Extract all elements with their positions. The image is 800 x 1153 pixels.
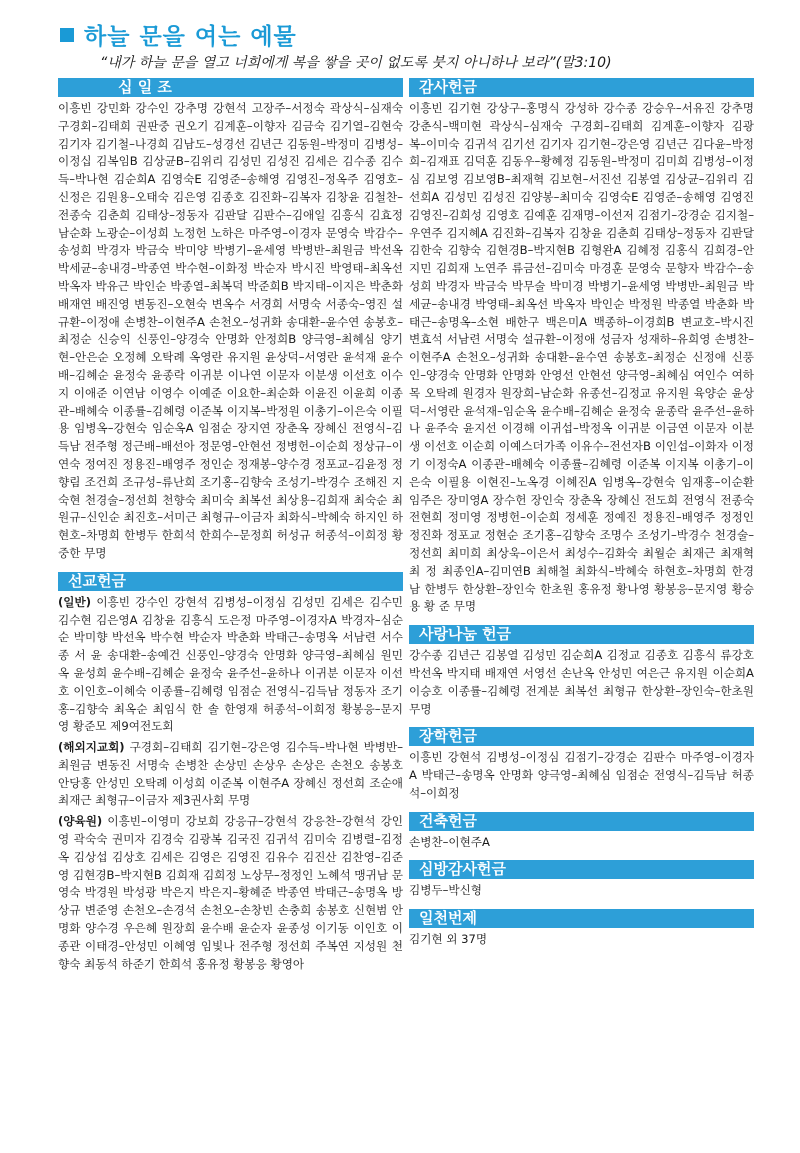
section-heading-mission: 선교헌금 xyxy=(58,572,403,591)
mission-orphanage-list xyxy=(58,813,403,973)
right-column xyxy=(409,78,754,949)
group-label-general: (일반) xyxy=(58,594,91,609)
thanks-donor-list: 이흥빈 김기현 강상구–홍명식 강성하 강수종 강승우–서유진 강추명 강춘식–백미현 곽상식–심재숙 구경회–김태희 김계훈–이향자 김광복–이미숙 김귀석 김기선 김기자 김기현–강은영 김년근 김다윤–박정희–김재표 김덕훈 김동우–황혜정 김동원–박정미 김미희 김병성–이정심 김보영 김보영B–최재혁 김보현–서진선 김봉열 김상균–김위리 김선희A 김성민 김성진 김양봉–최미숙 김영숙E 김영준–송해영 김영진 김영진–김희성 김영호 김예훈 김재명–이선저 김점기–강경순 김지철–우연주 김지혜A 김진화–김복자 김창윤 김춘희 김태상–정동자 김판달 김한숙 김향숙 김현경B–박지현B 김형완A 김혜정 김홍식 김희경–안지민 김희재 노연주 류금선–김미숙 마경훈 문영숙 문향자 박감수–송성희 박경자 박금숙 박무술 박미경 박병기–윤세영 박병반–최원금 박세균–송내경 박영태–최옥선 박옥자 박인순 박정원 박종열 박춘화 박태근–송명옥–소현 배한구 백은미A 백종하–이경희B 변교호–박시진 변효석 서남련 서명숙 설규환–이정애 성금자 성재하–유희영 손병찬–이현주A 손천오–성귀화 송대환–윤수연 송봉호–최정순 신정애 신풍인–양경숙 안명화 안명화 안영선 안현선 양극영–최혜심 여인수 여하목 오탁례 원경자 원장희–남순화 유종선–김정교 유지원 육양순 윤상덕–서영란 윤석재–임순옥 윤수배–김혜순 윤정숙 윤종락 윤주선–윤하나 윤주숙 윤지선 이경해 이귀섭–박정옥 이귀분 이금연 이문자 이분생 이선호 이순희 이예스더가족 이유수–전선자B 이인섭–이화자 이정기 이정숙A 이종관–배혜숙 이종률–김혜령 이준복 이지복 이총기–이은숙 이필용 이현진–노옥경 이혜진A 임병옥–강현숙 임재홍–이순환 임주은 장미영A 장수헌 장인숙 장춘옥 장혜신 전도희 전영식 전종숙 전현희 정미영 정병헌–이순희 정세훈 정예진 정용진–배영주 정정인 정진화 정포교 정현순 조기홍–김향숙 조명수 조성기–박경수 천경술–정선희 최미희 최상욱–이은서 최성수–김화숙 최월순 최재근 최재혁 최 정 최종인A–김미연B 최해철 최화식–박혜숙 하현호–차명희 한경남 한병두 한상환–장인숙 한초원 홍유정 황나영 황봉응–문지영 황승용 황 준 무명 xyxy=(409,101,754,614)
section-heading-sharing: 사랑나눔 헌금 xyxy=(409,625,754,644)
visitation-donor-list: 김병두–박신형 xyxy=(409,883,482,898)
section-heading-thousand: 일천번제 xyxy=(409,909,754,928)
thousand-donor-list: 김기현 외 37명 xyxy=(409,932,488,947)
mission-orphanage-names: 이흥빈–이영미 강보희 강응규–강현석 강응찬–강현석 강인영 곽숙숙 권미자 김경숙 김광복 김국진 김귀석 김미숙 김병렬–김정옥 김상섭 김상호 김세은 김영은 김영진 김유수 김진산 김찬영–김준영 김현경B–박지현B 김희재 김희정 노상무–정정인 노혜석 맹귀남 문영숙 박경원 박성광 박은지 박은지–황혜준 박종연 박태근–송명옥 방상규 변준영 손천오–손경석 손천오–손창빈 손충희 송봉호 신현범 안명화 양수경 우은혜 원장희 윤수배 윤순자 윤종성 이기동 이인호 이종관 이태경–안성민 이혜영 임빛나 전주형 정선희 주복연 지성원 천향숙 최동석 하준기 한희석 홍유정 황봉응 황영아 xyxy=(58,814,403,971)
section-heading-visitation: 심방감사헌금 xyxy=(409,860,754,879)
scholarship-donor-list: 이흥빈 강현석 김병성–이정심 김점기–강경순 김판수 마주영–이경자A 박태근–송명옥 안명화 양극영–최혜심 임점순 전영식–김득남 허종석–이희정 xyxy=(409,750,754,800)
section-heading-scholarship: 장학헌금 xyxy=(409,727,754,746)
mission-general-names: 이흥빈 강수인 강현석 김병성–이정심 김성민 김세은 김수민 김수현 김은영A 김창윤 김흥식 도은정 마주영–이경자A 박경자–심순순 박미향 박선옥 박수현 박순자 박춘화 박태근–송명옥 서남련 서수종 서 윤 송대환–송예건 신풍인–양경숙 안명화 양극영–최혜심 원민옥 윤성희 윤수배–김혜순 윤정숙 윤주선–윤하나 이귀분 이문자 이선호 이인호–이혜숙 이종률–김혜령 임점순 전영식–김득남 정동자 조기홍–김향숙 최옥순 최임식 한 솔 한영재 허종석–이희정 황봉응–문지영 황준모 제9여전도회 xyxy=(58,594,403,734)
page-header xyxy=(60,18,297,51)
group-label-orphanage: (양육원) xyxy=(58,814,103,829)
mission-general-list xyxy=(58,594,403,736)
section-heading-building: 건축헌금 xyxy=(409,812,754,831)
tithe-donor-list: 이흥빈 강민화 강수인 강추명 강현석 고장주–서정숙 곽상식–심재숙 구경회–김태희 권판중 권오기 김계훈–이향자 김금숙 김기열–김현숙 김기자 김기철–나경희 김남도–성경선 김년근 김동원–박정미 김병성–이정십 김복임B 김상균B–김위리 김성민 김성진 김세은 김수종 김수득–박나현 김순희A 김영숙E 김영준–송해영 김영진–정옥주 김영호–신정은 김원용–오태숙 김은영 김종호 김진화–김복자 김창윤 김철찬–전종숙 김춘희 김태상–정동자 김판달 김판수–김애일 김흥식 김효정 남순화 노광순–이성희 노정헌 노하은 마주영–이경자 문영숙 박감수–송성희 박경자 박금숙 박미양 박병기–윤세영 박병반–최원금 박선옥 박세균–송내경–박종연 박수현–이화정 박순자 박시진 박영태–최옥선 박옥자 박유근 박인순 박종열–최복덕 박준희B 박지태–이지은 박춘화 배재연 배진영 변동진–오현숙 변옥수 서경희 서명숙 서종숙–영진 설규환–이정애 손병찬–이현주A 손천오–성귀화 송대환–윤수연 송봉호–최정순 신승익 신풍인–양경숙 안명화 안정희B 양극영–최혜심 양기현–안은순 오정혜 오탁례 옥영란 유지원 윤상덕–서영란 윤석재 윤수배–김혜순 윤정숙 윤종락 이귀분 이나연 이문자 이분생 이선호 이수지 이애준 이연남 이영수 이예준 이요한–최순화 이윤진 이윤희 이종관–배혜숙 이종률–김혜령 이준복 이지복–박정원 이총기–이은숙 이필용 임병옥–강현숙 임순옥A 임점순 장지연 장춘옥 장혜신 전영식–김득남 전주형 정근배–배선아 정문영–안현선 정병헌–이순희 정상규–이연숙 정여진 정용진–배영주 정인순 정재봉–양수경 정포교–김윤정 정향림 조건희 조규성–류난희 조기홍–김향숙 조성기–박경수 조해진 지숙현 천경술–정선희 천향숙 최미숙 최복선 최상용–김희재 최숙순 최원규–신인순 최진호–서미근 최형규–이금자 최화식–박혜숙 하지인 하현호–차명희 한병두 한희석 한희수–문정희 허성규 허종석–이희정 황중한 무명 xyxy=(58,101,403,560)
mission-overseas-names: 구경회–김태희 김기현–강은영 김수득–박나현 박병반–최원금 변동진 서명숙 손병찬 손상민 손상우 손상은 손천오 송봉호 안당홍 안성민 오탁례 이성희 이준복 이현주A 장혜신 정선희 조순애 최재근 최형규–이금자 제3권사회 무명 xyxy=(58,740,403,808)
group-label-overseas: (해외지교회) xyxy=(58,740,125,755)
mission-overseas-list xyxy=(58,739,403,810)
page-title: 하늘 문을 여는 예물 xyxy=(84,24,297,50)
bible-verse: “내가 하늘 문을 열고 너희에게 복을 쌓을 곳이 없도록 붓지 아니하나 보라”(말3:10) xyxy=(100,55,612,71)
building-donor-list: 손병찬–이현주A xyxy=(409,834,490,849)
sharing-donor-list: 강수종 김년근 김봉열 김성민 김순희A 김정교 김종호 김흥식 류강호 박선옥 박지태 배재연 서영선 손난옥 안성민 여은근 유지원 이순희A 이승호 이종률–김혜령 전계분 최복선 최형규 한상환–장인숙–한초원 무명 xyxy=(409,648,754,716)
section-heading-thanks: 감사헌금 xyxy=(409,78,754,97)
section-heading-tithe: 십 일 조 xyxy=(58,78,403,97)
left-column xyxy=(58,78,403,973)
title-square-icon xyxy=(60,28,74,42)
